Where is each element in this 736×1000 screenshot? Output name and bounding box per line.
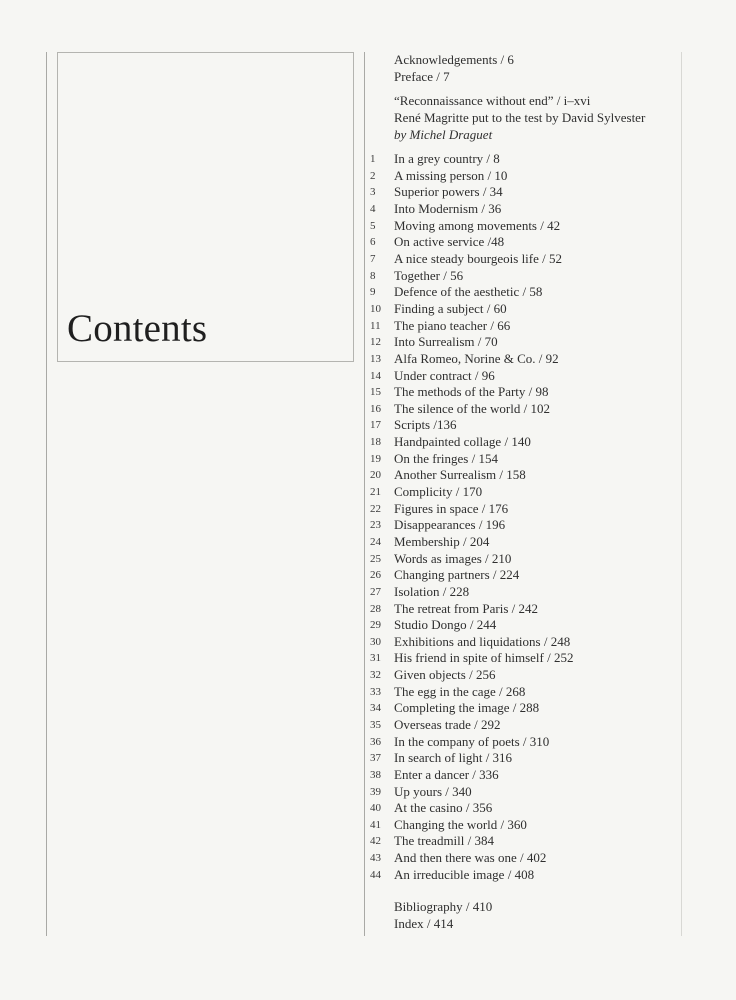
chapter-number: 35	[370, 718, 381, 731]
chapter-number: 20	[370, 469, 381, 482]
chapter-title: Scripts /136	[394, 417, 457, 433]
chapter-number: 38	[370, 768, 381, 781]
chapter-number: 4	[370, 203, 376, 216]
chapter-item[interactable]	[370, 517, 680, 534]
chapter-title: The silence of the world / 102	[394, 400, 550, 416]
chapter-title: Finding a subject / 60	[394, 300, 507, 316]
essay-author: by Michel Draguet	[394, 126, 493, 142]
chapter-item[interactable]	[370, 417, 680, 434]
chapter-title: Studio Dongo / 244	[394, 617, 497, 633]
column-divider-rule	[364, 52, 365, 936]
chapter-title: Complicity / 170	[394, 484, 483, 500]
chapter-number: 12	[370, 336, 381, 349]
chapter-title: Figures in space / 176	[394, 500, 509, 516]
chapter-number: 34	[370, 702, 381, 715]
chapter-title: On active service /48	[394, 234, 505, 250]
chapter-item[interactable]	[370, 234, 680, 251]
table-of-contents	[370, 52, 680, 933]
chapter-item[interactable]	[370, 384, 680, 401]
chapter-title: Enter a dancer / 336	[394, 766, 499, 782]
chapter-item[interactable]	[370, 750, 680, 767]
chapter-number: 2	[370, 169, 376, 182]
chapter-number: 26	[370, 569, 381, 582]
title-frame	[57, 52, 354, 362]
chapter-number: 36	[370, 735, 381, 748]
essay-entry[interactable]	[370, 93, 680, 143]
chapter-number: 39	[370, 785, 381, 798]
chapter-number: 27	[370, 585, 381, 598]
chapter-title: Up yours / 340	[394, 783, 472, 799]
chapter-title: Moving among movements / 42	[394, 217, 561, 233]
chapter-title: An irreducible image / 408	[394, 866, 535, 882]
chapter-title: Under contract / 96	[394, 367, 495, 383]
chapter-title: Changing the world / 360	[394, 816, 527, 832]
chapter-number: 21	[370, 486, 381, 499]
essay-subtitle: René Magritte put to the test by David Sylvester	[394, 109, 646, 125]
chapter-number: 28	[370, 602, 381, 615]
chapter-number: 7	[370, 253, 376, 266]
chapter-title: Alfa Romeo, Norine & Co. / 92	[394, 350, 559, 366]
chapter-item[interactable]	[370, 318, 680, 335]
chapter-title: On the fringes / 154	[394, 450, 498, 466]
chapter-number: 24	[370, 535, 381, 548]
chapter-number: 23	[370, 519, 381, 532]
toc-entry-bibliography[interactable]: Bibliography / 410	[394, 899, 493, 915]
chapter-item[interactable]	[370, 650, 680, 667]
chapter-item[interactable]	[370, 351, 680, 368]
chapter-number: 44	[370, 868, 381, 881]
chapter-number: 16	[370, 402, 381, 415]
chapter-title: The retreat from Paris / 242	[394, 600, 539, 616]
chapter-item[interactable]	[370, 434, 680, 451]
chapter-title: Membership / 204	[394, 533, 490, 549]
chapter-title: The treadmill / 384	[394, 833, 495, 849]
right-margin-rule	[681, 52, 682, 936]
chapter-number: 13	[370, 352, 381, 365]
chapter-number: 43	[370, 852, 381, 865]
chapter-number: 30	[370, 635, 381, 648]
chapter-title: Into Modernism / 36	[394, 201, 502, 217]
chapter-item[interactable]	[370, 334, 680, 351]
chapter-item[interactable]	[370, 218, 680, 235]
chapter-item[interactable]	[370, 484, 680, 501]
chapter-title: Defence of the aesthetic / 58	[394, 284, 543, 300]
chapter-number: 9	[370, 286, 376, 299]
chapter-item[interactable]	[370, 617, 680, 634]
chapter-item[interactable]	[370, 684, 680, 701]
chapter-number: 18	[370, 436, 381, 449]
chapter-title: At the casino / 356	[394, 800, 493, 816]
chapter-number: 8	[370, 269, 376, 282]
chapter-item[interactable]	[370, 817, 680, 834]
chapter-number: 1	[370, 153, 376, 166]
chapter-item[interactable]	[370, 284, 680, 301]
chapter-list	[370, 151, 680, 883]
chapter-number: 25	[370, 552, 381, 565]
chapter-item[interactable]	[370, 551, 680, 568]
chapter-title: The egg in the cage / 268	[394, 683, 526, 699]
chapter-title: Together / 56	[394, 267, 464, 283]
chapter-number: 17	[370, 419, 381, 432]
chapter-title: Overseas trade / 292	[394, 716, 501, 732]
chapter-item[interactable]	[370, 368, 680, 385]
chapter-item[interactable]	[370, 667, 680, 684]
chapter-item[interactable]	[370, 451, 680, 468]
chapter-number: 14	[370, 369, 381, 382]
chapter-item[interactable]	[370, 268, 680, 285]
chapter-number: 3	[370, 186, 376, 199]
chapter-title: In search of light / 316	[394, 750, 513, 766]
chapter-item[interactable]	[370, 534, 680, 551]
chapter-item[interactable]	[370, 800, 680, 817]
toc-entry-index[interactable]: Index / 414	[394, 916, 454, 932]
chapter-item[interactable]	[370, 251, 680, 268]
chapter-item[interactable]	[370, 168, 680, 185]
chapter-title: Words as images / 210	[394, 550, 512, 566]
chapter-title: A nice steady bourgeois life / 52	[394, 251, 563, 267]
chapter-number: 42	[370, 835, 381, 848]
chapter-item[interactable]	[370, 151, 680, 168]
chapter-number: 11	[370, 319, 381, 332]
chapter-number: 6	[370, 236, 376, 249]
chapter-number: 37	[370, 752, 381, 765]
chapter-title: Changing partners / 224	[394, 567, 520, 583]
chapter-item[interactable]	[370, 584, 680, 601]
chapter-item[interactable]	[370, 767, 680, 784]
chapter-number: 10	[370, 302, 381, 315]
chapter-number: 32	[370, 669, 381, 682]
chapter-item[interactable]	[370, 850, 680, 867]
page-title: Contents	[67, 307, 208, 350]
chapter-title: In a grey country / 8	[394, 151, 500, 167]
chapter-title: Superior powers / 34	[394, 184, 503, 200]
toc-entry-preface[interactable]: Preface / 7	[394, 68, 450, 84]
chapter-item[interactable]	[370, 717, 680, 734]
chapter-number: 33	[370, 685, 381, 698]
left-margin-rule	[46, 52, 47, 936]
chapter-number: 19	[370, 452, 381, 465]
chapter-title: Completing the image / 288	[394, 700, 540, 716]
essay-title: “Reconnaissance without end” / i–xvi	[394, 93, 591, 109]
chapter-title: Handpainted collage / 140	[394, 434, 531, 450]
chapter-item[interactable]	[370, 501, 680, 518]
back-matter-list	[370, 899, 680, 932]
chapter-item[interactable]	[370, 301, 680, 318]
chapter-number: 22	[370, 502, 381, 515]
chapter-item[interactable]	[370, 867, 680, 884]
chapter-item[interactable]	[370, 784, 680, 801]
chapter-title: The methods of the Party / 98	[394, 384, 549, 400]
chapter-number: 41	[370, 818, 381, 831]
chapter-item[interactable]	[370, 734, 680, 751]
toc-entry-acknowledgements[interactable]: Acknowledgements / 6	[394, 52, 514, 67]
chapter-title: In the company of poets / 310	[394, 733, 550, 749]
chapter-number: 31	[370, 652, 381, 665]
chapter-item[interactable]	[370, 601, 680, 618]
chapter-item[interactable]	[370, 401, 680, 418]
chapter-item[interactable]	[370, 201, 680, 218]
chapter-number: 15	[370, 386, 381, 399]
front-matter-list	[370, 52, 680, 85]
chapter-title: Given objects / 256	[394, 667, 496, 683]
chapter-item[interactable]	[370, 184, 680, 201]
chapter-title: Exhibitions and liquidations / 248	[394, 633, 571, 649]
chapter-title: A missing person / 10	[394, 167, 508, 183]
chapter-title: Another Surrealism / 158	[394, 467, 526, 483]
chapter-title: His friend in spite of himself / 252	[394, 650, 574, 666]
chapter-item[interactable]	[370, 567, 680, 584]
chapter-title: Isolation / 228	[394, 583, 470, 599]
chapter-title: The piano teacher / 66	[394, 317, 511, 333]
chapter-item[interactable]	[370, 467, 680, 484]
chapter-number: 5	[370, 219, 376, 232]
chapter-item[interactable]	[370, 700, 680, 717]
chapter-number: 40	[370, 802, 381, 815]
chapter-title: And then there was one / 402	[394, 850, 547, 866]
chapter-item[interactable]	[370, 634, 680, 651]
chapter-number: 29	[370, 619, 381, 632]
chapter-title: Into Surrealism / 70	[394, 334, 498, 350]
chapter-item[interactable]	[370, 833, 680, 850]
chapter-title: Disappearances / 196	[394, 517, 506, 533]
